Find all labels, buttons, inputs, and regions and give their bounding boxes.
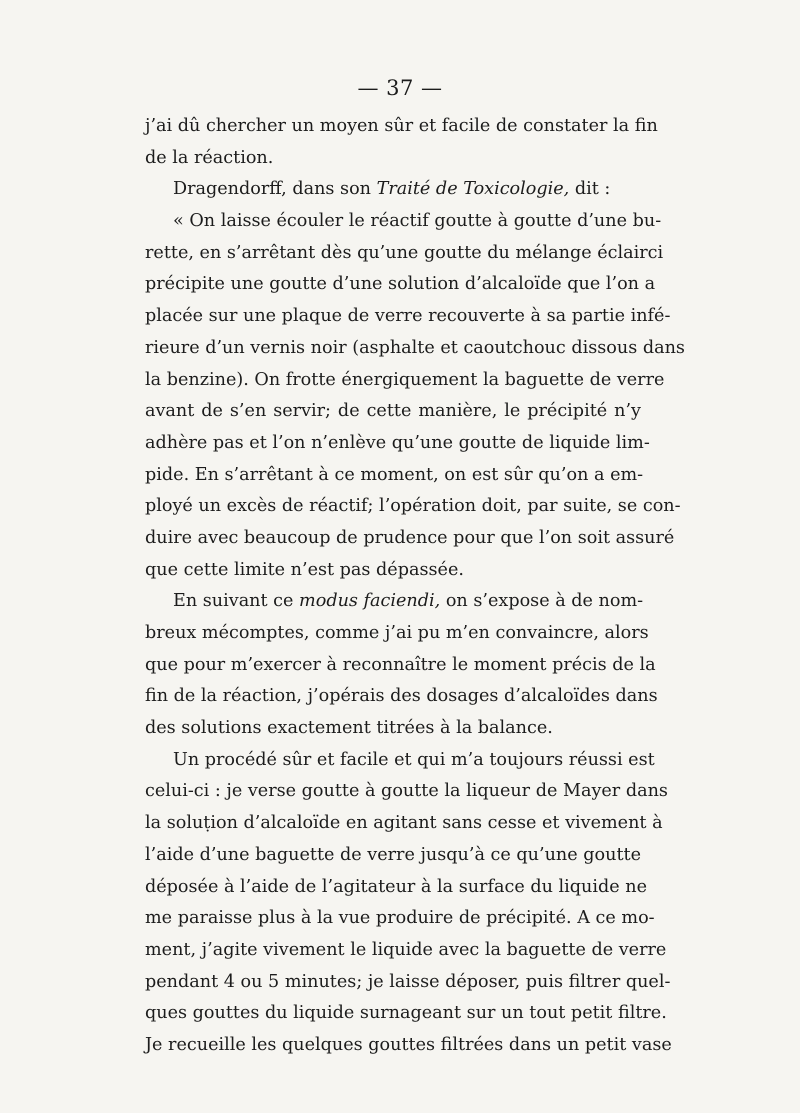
text-line: déposée à l’aide de l’agitateur à la surface du liquide ne <box>145 876 647 897</box>
text-line: la soluṭion d’alcaloïde en agitant sans cesse et vivement à <box>145 813 663 834</box>
text-line: placée sur une plaque de verre recouverte à sa partie infé- <box>145 306 671 327</box>
text-line: ment, j’agite vivement le liquide avec la baguette de verre <box>145 939 667 960</box>
text-line: ques gouttes du liquide surnageant sur un tout petit filtre. <box>145 1003 667 1024</box>
text-line: adhère pas et l’on n’enlève qu’une goutte de liquide lim- <box>145 432 650 453</box>
text-line: Je recueille les quelques gouttes filtrées dans un petit vase <box>145 1034 672 1055</box>
text-line: rette, en s’arrêtant dès qu’une goutte du mélange éclairci <box>145 242 664 263</box>
page-number: — 37 — <box>357 76 443 100</box>
text-line: que cette limite n’est pas dépassée. <box>145 559 464 580</box>
book-title-italic: Traité de Toxicologie, <box>376 179 570 200</box>
text-line: duire avec beaucoup de prudence pour que l’on soit assuré <box>145 527 675 548</box>
latin-phrase-italic: modus faciendi, <box>299 591 441 612</box>
text-line: l’aide d’une baguette de verre jusqu’à ce qu’une goutte <box>145 844 642 865</box>
text-line: En suivant ce modus faciendi, on s’expose à de nom- <box>173 591 644 612</box>
text-line: fin de la réaction, j’opérais des dosages d’alcaloïdes dans <box>145 686 658 707</box>
text-line: la benzine). On frotte énergiquement la baguette de verre <box>145 369 665 390</box>
text-line: des solutions exactement titrées à la balance. <box>145 718 553 739</box>
text-line: j’ai dû chercher un moyen sûr et facile de constater la fin <box>145 116 658 136</box>
text-line: celui-ci : je verse goutte à goutte la liqueur de Mayer dans <box>145 781 668 802</box>
text-line: de la réaction. <box>145 147 274 168</box>
text-line: que pour m’exercer à reconnaître le moment précis de la <box>145 654 656 675</box>
text-line: me paraisse plus à la vue produire de précipité. A ce mo- <box>145 908 655 929</box>
text-line: pide. En s’arrêtant à ce moment, on est sûr qu’on a em- <box>145 464 644 485</box>
text-line: « On laisse écouler le réactif goutte à goutte d’une bu- <box>173 211 662 232</box>
body-text <box>145 111 685 1062</box>
text-line: pendant 4 ou 5 minutes; je laisse déposer, puis filtrer quel- <box>145 971 671 992</box>
text-line: précipite une goutte d’une solution d’alcaloïde que l’on a <box>145 274 656 295</box>
text-line: rieure d’un vernis noir (asphalte et caoutchouc dissous dans <box>145 337 685 358</box>
text-line: Dragendorff, dans son Traité de Toxicologie, dit : <box>173 179 611 200</box>
text-line: breux mécomptes, comme j’ai pu m’en convaincre, alors <box>145 623 649 643</box>
text-line: Un procédé sûr et facile et qui m’a toujours réussi est <box>173 749 655 770</box>
text-line: avant de s’en servir; de cette manière, le précipité n’y <box>145 401 641 422</box>
text-line: ployé un excès de réactif; l’opération doit, par suite, se con- <box>145 496 681 517</box>
